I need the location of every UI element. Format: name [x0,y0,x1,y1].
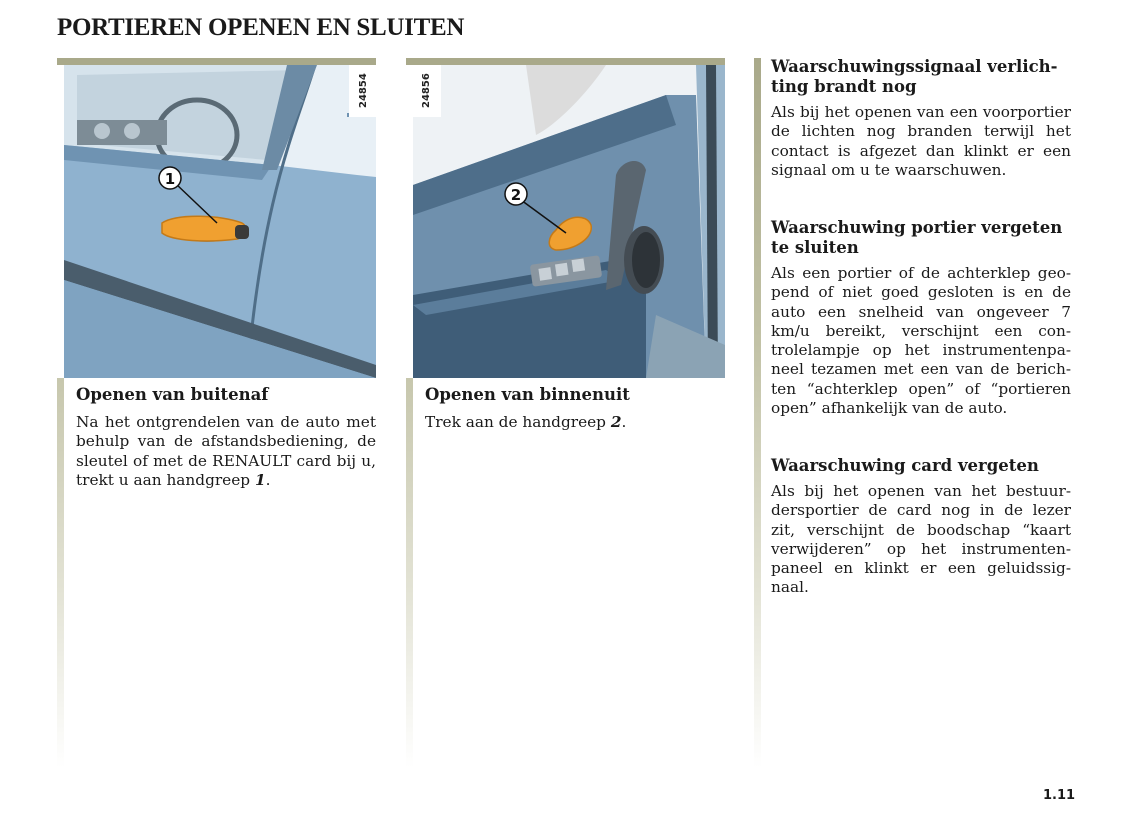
figure-ref-code-left: 24854 [358,73,369,108]
figure-ref-code-middle: 24856 [421,73,432,108]
handle-ref-1: 1 [254,470,266,489]
section-title-inside: Openen van binnenuit [425,385,630,404]
section-title-outside: Openen van buitenaf [76,385,269,404]
exterior-door-illustration [57,65,376,378]
warning-lights-title: Waarschuwingssignaal verlichting brandt nog [771,57,1058,96]
warning-door-text: Als een portier of de achterklep geopend of niet goed gesloten is en de auto een snelheid van ongeveer 7 km/u bereikt, verschijnt een controlelampje op het instrumentenpaneel tezamen met een van de berichten “achterklep open” of “portieren open” afhankelijk van de auto. [771,264,1071,418]
page-title: PORTIEREN OPENEN EN SLUITEN [57,14,465,41]
section-text-inside-body: Trek aan de handgreep [425,413,611,431]
section-text-outside-body: Na het ontgrendelen van de auto met behulp van de afstandsbediening, de sleutel of met de RENAULT card bij u, trekt u aan handgreep [76,413,376,489]
figure-exterior-door [57,58,376,378]
section-text-outside [76,413,376,490]
section-text-inside [425,413,725,432]
callout-1: 1 [164,170,176,188]
warning-card-text: Als bij het openen van het bestuurdersportier de card nog in de lezer zit, verschijnt de boodschap “kaart verwijderen” op het instrumentenpaneel en klinkt er een geluidssignaal. [771,482,1071,597]
handle-ref-2: 2 [610,413,622,431]
warning-card-title: Waarschuwing card vergeten [771,456,1039,475]
interior-door-illustration [406,65,725,378]
warning-door-title: Waarschuwing portier vergeten te sluiten [771,218,1063,257]
page-number: 1.11 [1043,788,1076,803]
callout-2: 2 [510,186,522,204]
figure-interior-door [406,58,725,378]
column-bar-right [754,58,761,768]
section-text-outside-suffix: . [265,470,271,489]
warning-lights-text: Als bij het openen van een voorportier de lichten nog branden terwijl het contact is afgezet dan klinkt er een signaal om u te waarschuwen. [771,103,1071,179]
section-text-inside-suffix: . [621,413,627,431]
